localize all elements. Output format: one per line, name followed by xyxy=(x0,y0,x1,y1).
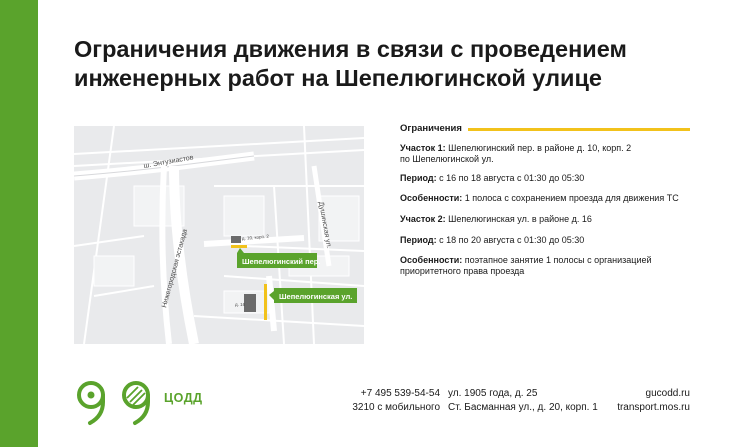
section-1 xyxy=(400,143,700,165)
brand-name: ЦОДД xyxy=(164,391,203,405)
website-transport[interactable]: transport.mos.ru xyxy=(617,401,690,413)
period-2-label: Период: xyxy=(400,235,437,245)
address-2: Ст. Басманная ул., д. 20, корп. 1 xyxy=(448,401,598,413)
label-nizhegorodskaya: Нижегородская эстакада xyxy=(161,228,189,309)
footer-addresses xyxy=(448,387,598,414)
svg-text:Шепелюгинский пер.: Шепелюгинский пер. xyxy=(242,257,321,266)
features-1-label: Особенности: xyxy=(400,193,463,203)
restrictions-heading-label: Ограничения xyxy=(400,123,462,134)
title-line-2: инженерных работ на Шепелюгинской улице xyxy=(74,65,602,91)
codd-logo-icon xyxy=(72,378,162,428)
map-drawing xyxy=(74,126,364,344)
label-dushinskaya: Душинская ул. xyxy=(317,201,333,250)
features-1 xyxy=(400,193,700,204)
features-2-text: поэтапное занятие 1 полосы с организацией xyxy=(462,255,652,265)
section-2 xyxy=(400,214,700,225)
yellow-rule xyxy=(468,128,690,131)
restrictions-heading xyxy=(400,123,690,137)
section-1-text: Шепелюгинский пер. в районе д. 10, корп. 2 xyxy=(445,143,632,153)
features-2-label: Особенности: xyxy=(400,255,463,265)
tag-shepelyuginskaya-ul xyxy=(269,288,357,303)
features-1-text: 1 полоса с сохранением проезда для движения ТС xyxy=(462,193,679,203)
footer-phones xyxy=(330,387,440,414)
building-16 xyxy=(244,294,256,312)
green-sidebar xyxy=(0,0,38,447)
phone-main[interactable]: +7 495 539-54-54 xyxy=(360,388,440,399)
footer-websites xyxy=(590,387,690,414)
features-2 xyxy=(400,255,700,277)
period-1-label: Период: xyxy=(400,173,437,183)
building-10-2 xyxy=(231,236,241,243)
features-2-text-2: приоритетного права проезда xyxy=(400,266,525,276)
page-title xyxy=(74,35,714,93)
address-1: ул. 1905 года, д. 25 xyxy=(448,388,538,399)
label-entuziastov: ш. Энтузиастов xyxy=(143,154,195,170)
label-building-2: д. 16 xyxy=(235,302,246,307)
label-building-1: д. 10, корп. 2 xyxy=(241,233,270,241)
section-2-label: Участок 2: xyxy=(400,214,446,224)
period-2-text: с 18 по 20 августа с 01:30 до 05:30 xyxy=(436,235,585,245)
title-line-1: Ограничения движения в связи с проведением xyxy=(74,36,627,62)
period-2 xyxy=(400,235,700,246)
period-1-text: с 16 по 18 августа с 01:30 до 05:30 xyxy=(436,173,585,183)
phone-mobile: 3210 с мобильного xyxy=(352,401,440,413)
restriction-map xyxy=(74,126,364,344)
website-gucodd[interactable]: gucodd.ru xyxy=(645,388,690,399)
section-1-label: Участок 1: xyxy=(400,143,446,153)
section-1-text-2: по Шепелюгинской ул. xyxy=(400,154,494,164)
period-1 xyxy=(400,173,700,184)
restriction-marker-1 xyxy=(231,245,247,248)
restriction-marker-2 xyxy=(264,284,267,320)
section-2-text: Шепелюгинская ул. в районе д. 16 xyxy=(445,214,592,224)
svg-text:Шепелюгинская ул.: Шепелюгинская ул. xyxy=(279,292,353,301)
